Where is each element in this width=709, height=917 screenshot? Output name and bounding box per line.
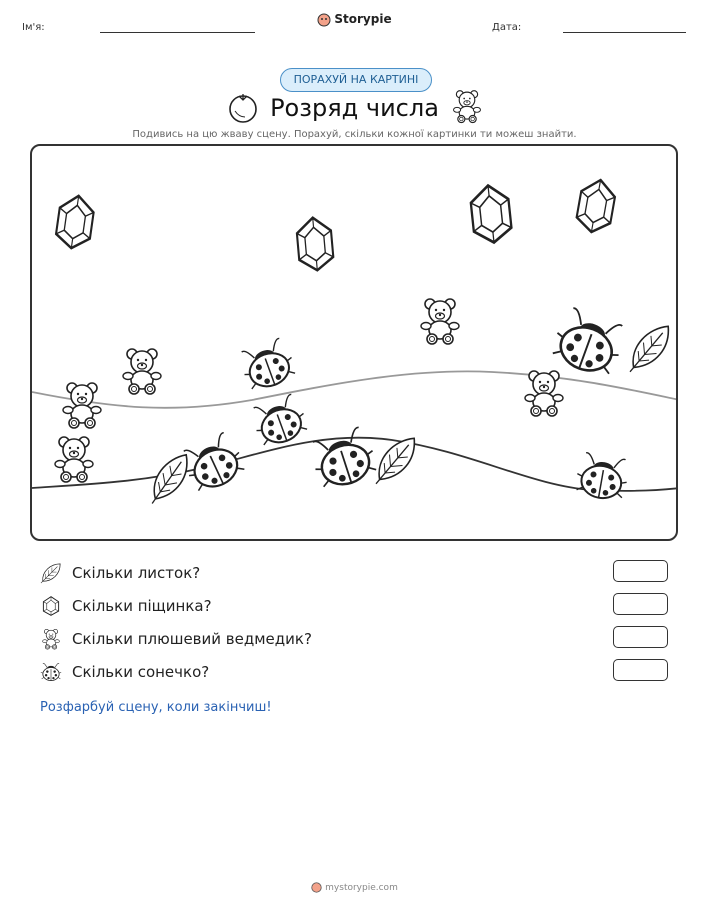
storypie-icon (311, 882, 322, 893)
answer-box[interactable] (613, 659, 668, 681)
gem-icon (40, 595, 62, 617)
question-row (40, 562, 200, 586)
brand-name: Storypie (334, 12, 392, 26)
footer (0, 882, 709, 893)
teddy-bear-icon (421, 299, 459, 344)
answer-box[interactable] (613, 560, 668, 582)
question-text: Скільки листок? (72, 564, 201, 582)
gem-icon (575, 177, 618, 235)
question-row (40, 595, 212, 619)
question-row (40, 628, 312, 652)
storypie-icon (317, 13, 331, 27)
ladybug-icon (574, 452, 631, 502)
leaf-icon (40, 562, 62, 584)
gem-icon (469, 184, 513, 245)
brand-logo (0, 12, 709, 27)
activity-tag: ПОРАХУЙ НА КАРТИНІ (280, 68, 432, 92)
gem-icon (296, 216, 335, 272)
leaf-icon (626, 326, 672, 372)
answer-box[interactable] (613, 626, 668, 648)
footer-url[interactable]: mystorypie.com (325, 883, 398, 893)
counting-scene (32, 146, 678, 541)
page-title: Розряд числа (270, 94, 439, 122)
coloring-note: Розфарбуй сцену, коли закінчиш! (40, 700, 272, 715)
teddy-bear-icon (123, 349, 161, 394)
teddy-bear-icon (40, 628, 62, 650)
leaf-icon (372, 438, 418, 484)
leaf-icon (145, 455, 194, 504)
date-line[interactable] (563, 32, 686, 33)
name-line[interactable] (100, 32, 255, 33)
ladybug-icon (549, 306, 629, 380)
ladybug-icon (40, 661, 62, 683)
name-label: Ім'я: (22, 22, 45, 33)
question-row (40, 661, 209, 685)
question-text: Скільки сонечко? (72, 663, 210, 681)
date-label: Дата: (492, 22, 522, 33)
teddy-bear-icon (55, 437, 93, 482)
scene-frame (30, 144, 678, 541)
ladybug-icon (179, 430, 249, 495)
instructions: Подивись на цю жваву сцену. Порахуй, скільки кожної картинки ти можеш знайти. (132, 129, 577, 140)
teddy-bear-icon (452, 90, 482, 124)
ladybug-icon (237, 337, 298, 394)
question-text: Скільки плюшевий ведмедик? (72, 630, 312, 648)
question-text: Скільки піщинка? (72, 597, 212, 615)
ladybug-icon (307, 425, 380, 492)
ladybug-icon (249, 393, 310, 450)
teddy-bear-icon (525, 371, 563, 416)
gem-icon (54, 193, 95, 250)
answer-box[interactable] (613, 593, 668, 615)
teddy-bear-icon (63, 383, 101, 428)
